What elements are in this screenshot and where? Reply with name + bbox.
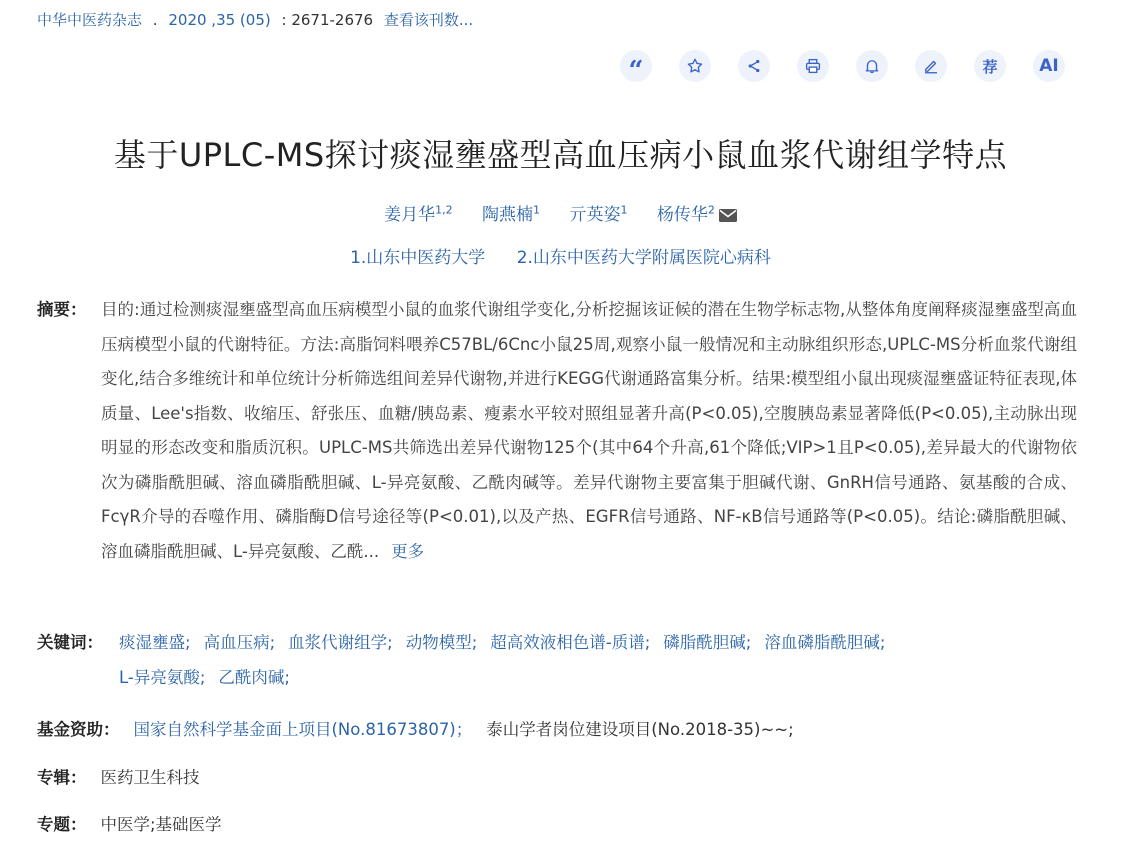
keyword-link[interactable]: 超高效液相色谱-质谱; — [490, 633, 651, 652]
abstract-body: 目的:通过检测痰湿壅盛型高血压病模型小鼠的血浆代谢组学变化,分析挖掘该证候的潜在生物学标志物,从整体角度阐释痰湿壅盛型高血压病模型小鼠的代谢特征。方法:高脂饲料喂养C57BL/6Cnc小鼠25周,观察小鼠一般情况和主动脉组织形态,UPLC-MS分析血浆代谢组变化,结合多维统计和单位统计分析筛选组间差异代谢物,并进行KEGG代谢通路富集分析。结果:模型组小鼠出现痰湿壅盛证特征表现,体质量、Lee's指数、收缩压、舒张压、血糖/胰岛素、瘦素水平较对照组显著升高(P<0.05),空腹胰岛素显著降低(P<0.05),主动脉出现明显的形态改变和脂质沉积。UPLC-MS共筛选出差异代谢物125个(其中64个升高,61个降低;VIP>1且P<0.05),差异最大的代谢物依次为磷脂酰胆碱、溶血磷脂酰胆碱、L-异亮氨酸、乙酰肉碱等。差异代谢物主要富集于胆碱代谢、GnRH信号通路、氨基酸的合成、FcγR介导的吞噬作用、磷脂酶D信号途径等(P<0.01),以及产热、EGFR信号通路、NF-κB信号通路等(P<0.05)。结论:磷脂酰胆碱、溶血磷脂酰胆碱、L-异亮氨酸、乙酰... — [101, 300, 1077, 561]
article-title: 基于UPLC-MS探讨痰湿壅盛型高血压病小鼠血浆代谢组学特点 — [113, 136, 1008, 174]
author-link[interactable]: 姜月华$^{1,2}$ — [384, 203, 453, 225]
abstract-section — [37, 293, 1077, 569]
fund-section — [37, 713, 794, 748]
abstract-text — [101, 293, 1077, 569]
action-toolbar — [620, 50, 1065, 86]
keyword-link[interactable]: 痰湿壅盛; — [119, 633, 191, 652]
album-label: 专辑： — [37, 768, 87, 787]
more-link[interactable]: 更多 — [391, 541, 425, 561]
fund-label: 基金资助： — [37, 720, 120, 739]
fund-link[interactable]: 泰山学者岗位建设项目(No.2018-35)~~; — [486, 720, 794, 739]
keyword-link[interactable]: 高血压病; — [203, 633, 276, 652]
source-sep: . — [152, 11, 158, 29]
issue-info[interactable]: 2020 ,35 (05) — [168, 11, 271, 29]
abstract-label: 摘要： — [37, 300, 87, 319]
keyword-link[interactable]: L-异亮氨酸; — [119, 667, 206, 687]
author-list — [0, 200, 1121, 225]
topic-label: 专题： — [37, 815, 87, 834]
journal-link[interactable]: 中华中医药杂志 — [37, 11, 143, 29]
keywords-section — [37, 626, 1087, 695]
keyword-link[interactable]: 磷脂酰胆碱; — [663, 633, 752, 652]
share-button[interactable] — [738, 50, 770, 82]
recommend-button[interactable] — [974, 50, 1006, 82]
author-link[interactable]: 亓英姿$^1$ — [569, 203, 628, 225]
album-section — [37, 761, 200, 796]
quote-icon: “ — [628, 56, 644, 86]
subscribe-button[interactable] — [856, 50, 888, 82]
org-link[interactable]: 2.山东中医药大学附属医院心病科 — [516, 248, 771, 268]
print-icon — [804, 57, 822, 75]
page-range: : 2671-2676 — [281, 11, 374, 29]
topic-section — [37, 808, 222, 843]
org-link[interactable]: 1.山东中医药大学 — [350, 248, 486, 268]
quote-button[interactable] — [620, 50, 652, 86]
topic-value: 中医学;基础医学 — [100, 815, 222, 834]
print-button[interactable] — [797, 50, 829, 82]
ai-icon: AI — [1039, 56, 1059, 76]
album-value: 医药卫生科技 — [100, 768, 200, 787]
ai-button[interactable] — [1033, 50, 1065, 82]
star-icon — [686, 57, 704, 75]
note-button[interactable] — [915, 50, 947, 82]
mail-icon[interactable] — [719, 209, 737, 222]
edit-icon — [922, 57, 940, 75]
keyword-link[interactable]: 溶血磷脂酰胆碱; — [764, 633, 886, 652]
fund-link[interactable]: 国家自然科学基金面上项目(No.81673807)； — [133, 720, 473, 739]
keyword-link[interactable]: 血浆代谢组学; — [288, 633, 393, 652]
keyword-link[interactable]: 乙酰肉碱; — [218, 667, 290, 687]
favorite-button[interactable] — [679, 50, 711, 82]
organization-list — [0, 243, 1121, 268]
recommend-icon: 荐 — [982, 57, 998, 76]
keyword-list — [119, 626, 1087, 695]
share-icon — [745, 57, 763, 75]
bell-icon — [863, 57, 881, 75]
source-line — [37, 9, 479, 30]
keywords-label: 关键词： — [37, 633, 103, 652]
keyword-link[interactable]: 动物模型; — [405, 633, 478, 652]
view-journal-link[interactable]: 查看该刊数... — [383, 11, 474, 29]
author-link[interactable]: 陶燕楠$^1$ — [482, 203, 541, 225]
author-link[interactable]: 杨传华$^2$ — [657, 205, 737, 225]
